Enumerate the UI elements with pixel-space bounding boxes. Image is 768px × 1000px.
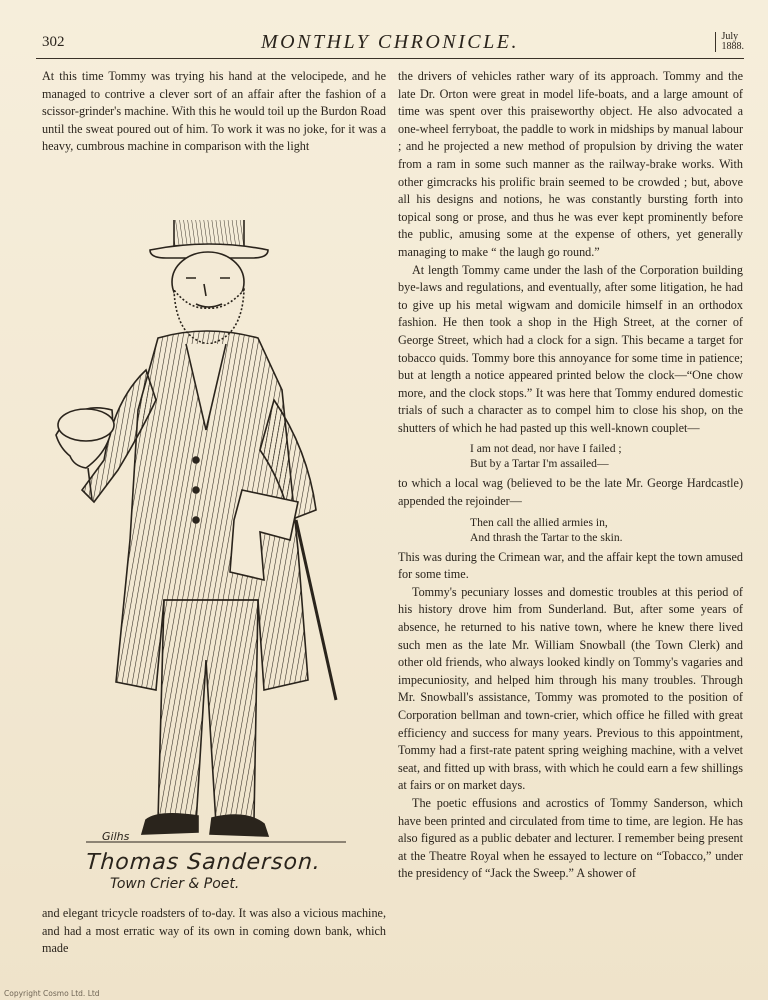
- paragraph: At this time Tommy was trying his hand at the velocipede, and he managed to contrive a clever sort of an affair after the fashion of a scissor-grinder's machine. With this he would toil up the Burdon Road until the sweat poured out of him. To work it was no joke, for it was a heavy, cumbrous machine in comparison with the light: [42, 69, 386, 154]
- paragraph: Tommy's pecuniary losses and domestic troubles at this period of his history drove him from Sunderland. But, after some years of absence, he returned to his native town, where he knew there lived such men as the late Mr. William Snowball (the Town Clerk) and other old friends, who always looked kindly on Tommy's vagaries and impecuniosity, and helped him through his many troubles. Through Mr. Snowball's assistance, Tommy was promoted to the position of Corporation bellman and town-crier, which office he filled with great efficiency and success for many years. Previous to this appointment, Tommy had a first-rate patent spring weighing machine, with a velvet seat, and fitted up with brass, with which he could earn a few shillings at fairs or on market days.: [398, 584, 743, 793]
- journal-title: MONTHLY CHRONICLE.: [261, 31, 519, 53]
- right-column: [398, 68, 743, 883]
- caption-subtitle: Town Crier & Poet.: [110, 876, 240, 892]
- verse-line: I am not dead, nor have I failed ;: [470, 442, 622, 456]
- paragraph: This was during the Crimean war, and the affair kept the town amused for some time.: [398, 549, 743, 582]
- verse-line: And thrash the Tartar to the skin.: [470, 530, 623, 544]
- page-header: [36, 10, 744, 59]
- issue-year: 1888.: [721, 41, 744, 52]
- paragraph: and elegant tricycle roadsters of to-day. It was also a vicious machine, and had a most erratic way of its own in coming down bank, which made: [42, 906, 386, 956]
- left-column-top: [42, 68, 386, 156]
- paragraph: The poetic effusions and acrostics of Tommy Sanderson, which have been printed and circulated from time to time, are legion. He has also figured as a public debater and lecturer. I remember being present at the Theatre Royal when he essayed to lecture on “Tobacco,” under the presidency of “Jack the Sweep.” A shower of: [398, 795, 743, 881]
- verse-line: But by a Tartar I'm assailed—: [470, 457, 609, 471]
- paragraph: the drivers of vehicles rather wary of its approach. Tommy and the late Dr. Orton were great in model life-boats, and a large amount of time was spent over this praiseworthy object. He also advocated a one-wheel ferryboat, the paddle to work in midships by manual labour ; and he projected a new method of propulsion by driving the water from a ram in some such manner as the railway-brake works. With other gimcracks his prolific brain seemed to be crowded ; but, above all his designs and notions, he was constantly bursting forth into topical song or prose, and thus he was ever kept prominently before the public, amusing some at the expense of others, yet generally managing to make “ the laugh go round.”: [398, 69, 743, 259]
- caption-name: Thomas Sanderson.: [85, 850, 322, 875]
- issue-month: July: [721, 31, 739, 42]
- issue-date: [715, 32, 745, 52]
- watermark: Copyright Cosmo Ltd. Ltd: [4, 989, 100, 998]
- portrait-illustration: [46, 220, 376, 892]
- left-column-bottom: [42, 905, 386, 958]
- artist-signature: Gilhs: [102, 830, 130, 843]
- verse: [470, 515, 743, 545]
- verse-line: Then call the allied armies in,: [470, 515, 608, 529]
- paragraph: At length Tommy came under the lash of the Corporation building bye-laws and regulations, and eventually, after some litigation, he had to give up his metal wigwam and domicile himself in an orthodox fashion. He then took a shop in the High Street, at the corner of George Street, which had a clock for a sign. This became a target for tobacco quids. Tommy bore this annoyance for some time in patience; but at length a notice appeared printed below the clock—“One chow more, and the clock stops.” It was here that Tommy endured domestic trials of such a character as to compel him to close his shop, on the shutters of which he had pasted up this well-known couplet—: [398, 262, 743, 435]
- page-number: 302: [42, 34, 65, 50]
- paragraph: to which a local wag (believed to be the late Mr. George Hardcastle) appended the rejoinder—: [398, 476, 743, 509]
- verse: [470, 441, 743, 471]
